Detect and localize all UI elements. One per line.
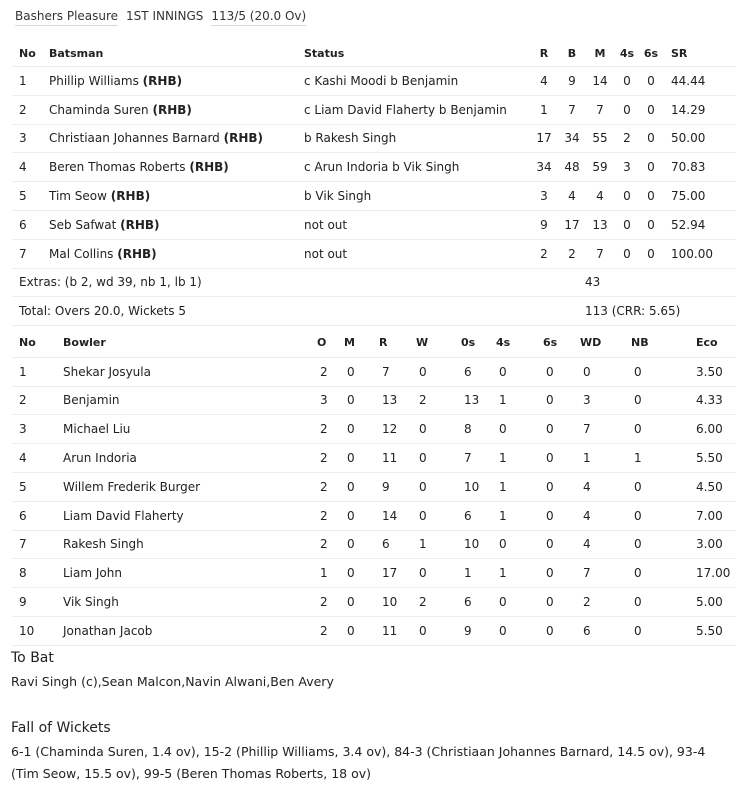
bowling-wickets: 0 [416,501,461,530]
bowling-runs: 13 [379,386,416,415]
col-overs: O [317,329,344,357]
bowling-row [12,472,736,501]
batting-sixes: 0 [639,239,663,268]
bowling-fours: 0 [496,357,543,386]
batting-row [12,67,736,96]
bowling-noballs: 0 [631,616,676,645]
col-runs: R [529,40,559,67]
bowling-fours: 1 [496,386,543,415]
batting-hand: (RHB) [223,131,264,146]
bowling-fours: 0 [496,415,543,444]
batting-balls: 2 [559,239,585,268]
col-balls: B [559,40,585,67]
bowler-name[interactable]: Shekar Josyula [63,357,317,386]
batting-hand: (RHB) [117,246,157,261]
bowling-row [12,357,736,386]
bowling-economy: 5.00 [676,588,736,617]
bowling-runs: 10 [379,588,416,617]
batting-header-row [12,40,736,67]
bowling-header-row [12,329,736,357]
bowling-noballs: 0 [631,501,676,530]
bowling-no: 10 [12,616,63,645]
batting-fours: 2 [615,124,639,153]
innings-header [15,9,306,26]
batting-strike-rate: 14.29 [663,95,736,124]
batting-runs: 34 [529,153,559,182]
dismissal-status: not out [304,239,529,268]
bowling-sixes: 0 [543,501,580,530]
bowling-maidens: 0 [344,559,379,588]
bowling-overs: 2 [317,588,344,617]
bowling-no: 4 [12,444,63,473]
batting-hand: (RHB) [142,73,183,88]
batting-runs: 2 [529,239,559,268]
bowling-wides: 4 [580,472,631,501]
bowling-row [12,386,736,415]
batting-minutes: 4 [585,182,615,211]
bowling-noballs: 0 [631,559,676,588]
bowling-runs: 12 [379,415,416,444]
bowling-sixes: 0 [543,530,580,559]
bowling-runs: 11 [379,444,416,473]
bowling-row [12,530,736,559]
bowling-maidens: 0 [344,357,379,386]
total-label: Total: Overs 20.0, Wickets 5 [12,297,529,326]
bowling-sixes: 0 [543,386,580,415]
batting-sixes: 0 [639,67,663,96]
batting-sixes: 0 [639,182,663,211]
bowling-overs: 2 [317,357,344,386]
bowling-runs: 7 [379,357,416,386]
dismissal-status: b Vik Singh [304,182,529,211]
dismissal-status: c Kashi Moodi b Benjamin [304,67,529,96]
col-wickets: W [416,329,461,357]
bowling-economy: 4.33 [676,386,736,415]
bowling-wides: 0 [580,357,631,386]
innings-label: 1ST INNINGS [126,9,204,23]
batting-minutes: 55 [585,124,615,153]
bowling-dots: 13 [461,386,496,415]
fall-of-wickets-text: 6-1 (Chaminda Suren, 1.4 ov), 15-2 (Phillip Williams, 3.4 ov), 84-3 (Christiaan Johannes Barnard, 14.5 ov), 93-4 (Tim Seow, 15.5 ov), 99-5 (Beren Thomas Roberts, 18 ov) [11,744,706,781]
bowling-wickets: 2 [416,386,461,415]
bowling-no: 6 [12,501,63,530]
bowling-row [12,588,736,617]
bowler-name[interactable]: Jonathan Jacob [63,616,317,645]
batting-fours: 0 [615,210,639,239]
batsman-name[interactable]: Phillip Williams [49,73,139,88]
bowling-dots: 10 [461,472,496,501]
bowling-noballs: 0 [631,530,676,559]
bowling-wides: 2 [580,588,631,617]
batsman-name[interactable]: Chaminda Suren [49,102,149,117]
bowling-runs: 6 [379,530,416,559]
bowling-sixes: 0 [543,444,580,473]
dismissal-status: b Rakesh Singh [304,124,529,153]
bowling-dots: 1 [461,559,496,588]
fall-of-wickets-title: Fall of Wickets [11,720,111,736]
batting-no: 4 [12,153,49,182]
batsman-name[interactable]: Mal Collins [49,246,114,261]
bowling-fours: 0 [496,616,543,645]
bowling-wides: 4 [580,501,631,530]
batting-fours: 0 [615,95,639,124]
bowling-wickets: 0 [416,559,461,588]
bowling-sixes: 0 [543,588,580,617]
bowling-dots: 8 [461,415,496,444]
batting-fours: 0 [615,67,639,96]
bowling-sixes: 0 [543,415,580,444]
bowler-name[interactable]: Arun Indoria [63,444,317,473]
bowling-no: 9 [12,588,63,617]
bowling-runs: 11 [379,616,416,645]
batting-sixes: 0 [639,124,663,153]
batting-runs: 17 [529,124,559,153]
batting-balls: 9 [559,67,585,96]
col-economy: Eco [676,329,736,357]
bowling-overs: 2 [317,501,344,530]
batting-minutes: 7 [585,95,615,124]
bowling-noballs: 0 [631,357,676,386]
bowling-overs: 2 [317,444,344,473]
bowling-row [12,415,736,444]
batting-no: 5 [12,182,49,211]
batting-fours: 0 [615,239,639,268]
total-row [12,297,736,326]
batsman-name[interactable]: Beren Thomas Roberts [49,160,186,175]
col-batsman: Batsman [49,40,304,67]
bowler-name[interactable]: Vik Singh [63,588,317,617]
bowling-overs: 2 [317,530,344,559]
to-bat-players: Ravi Singh (c),Sean Malcon,Navin Alwani,Ben Avery [11,674,334,689]
bowling-table [12,329,736,646]
batting-balls: 48 [559,153,585,182]
batting-hand: (RHB) [110,189,151,204]
bowling-no: 5 [12,472,63,501]
bowling-overs: 2 [317,472,344,501]
bowling-dots: 7 [461,444,496,473]
bowling-sixes: 0 [543,559,580,588]
col-sixes: 6s [543,329,580,357]
batting-balls: 34 [559,124,585,153]
bowler-name[interactable]: Benjamin [63,386,317,415]
bowling-wickets: 0 [416,357,461,386]
bowling-maidens: 0 [344,415,379,444]
bowling-row [12,444,736,473]
batting-runs: 9 [529,210,559,239]
extras-row [12,268,736,297]
batting-fours: 3 [615,153,639,182]
bowling-economy: 4.50 [676,472,736,501]
bowling-sixes: 0 [543,616,580,645]
bowling-maidens: 0 [344,444,379,473]
batsman-cell [49,153,304,182]
bowling-overs: 3 [317,386,344,415]
innings-score: 113/5 (20.0 Ov) [211,9,306,26]
batting-table [12,40,736,326]
bowling-wides: 7 [580,415,631,444]
bowling-maidens: 0 [344,472,379,501]
bowling-sixes: 0 [543,472,580,501]
bowling-wides: 6 [580,616,631,645]
batting-sixes: 0 [639,210,663,239]
batsman-cell [49,124,304,153]
batting-hand: (RHB) [120,217,160,232]
bowling-wides: 7 [580,559,631,588]
batting-row [12,239,736,268]
batting-sixes: 0 [639,95,663,124]
bowler-name[interactable]: Liam David Flaherty [63,501,317,530]
bowling-fours: 0 [496,530,543,559]
batsman-cell [49,67,304,96]
col-sixes: 6s [639,40,663,67]
bowling-row [12,559,736,588]
batting-strike-rate: 70.83 [663,153,736,182]
bowler-name[interactable]: Liam John [63,559,317,588]
bowling-row [12,616,736,645]
bowling-wickets: 2 [416,588,461,617]
batting-no: 1 [12,67,49,96]
batting-minutes: 14 [585,67,615,96]
bowling-wickets: 1 [416,530,461,559]
batting-strike-rate: 52.94 [663,210,736,239]
bowling-noballs: 0 [631,588,676,617]
bowling-no: 2 [12,386,63,415]
bowling-no: 8 [12,559,63,588]
bowling-maidens: 0 [344,530,379,559]
bowling-wickets: 0 [416,444,461,473]
bowling-overs: 2 [317,616,344,645]
col-bowler: Bowler [63,329,317,357]
bowling-fours: 1 [496,444,543,473]
col-dots: 0s [461,329,496,357]
team-name[interactable]: Bashers Pleasure [15,9,118,26]
bowling-noballs: 1 [631,444,676,473]
bowling-fours: 1 [496,559,543,588]
bowling-economy: 17.00 [676,559,736,588]
bowling-no: 7 [12,530,63,559]
batting-balls: 4 [559,182,585,211]
batting-row [12,95,736,124]
batting-runs: 3 [529,182,559,211]
bowling-economy: 7.00 [676,501,736,530]
batting-strike-rate: 50.00 [663,124,736,153]
bowling-row [12,501,736,530]
bowling-sixes: 0 [543,357,580,386]
bowling-economy: 5.50 [676,616,736,645]
col-no: No [12,40,49,67]
bowling-fours: 0 [496,588,543,617]
batting-row [12,182,736,211]
col-fours: 4s [615,40,639,67]
bowling-maidens: 0 [344,616,379,645]
batting-fours: 0 [615,182,639,211]
batting-runs: 1 [529,95,559,124]
bowling-dots: 9 [461,616,496,645]
batting-hand: (RHB) [189,160,229,175]
batsman-cell [49,182,304,211]
col-strike-rate: SR [663,40,736,67]
bowling-wickets: 0 [416,472,461,501]
batting-row [12,210,736,239]
dismissal-status: c Arun Indoria b Vik Singh [304,153,529,182]
bowler-name[interactable]: Willem Frederik Burger [63,472,317,501]
bowling-noballs: 0 [631,415,676,444]
bowling-wides: 4 [580,530,631,559]
batsman-name[interactable]: Tim Seow [49,189,107,204]
col-runs: R [379,329,416,357]
bowling-fours: 1 [496,501,543,530]
col-noballs: NB [631,329,676,357]
bowling-runs: 17 [379,559,416,588]
bowling-runs: 9 [379,472,416,501]
total-value: 113 (CRR: 5.65) [529,297,736,326]
bowling-wickets: 0 [416,616,461,645]
batting-no: 7 [12,239,49,268]
batsman-cell [49,95,304,124]
bowler-name[interactable]: Rakesh Singh [63,530,317,559]
bowling-overs: 2 [317,415,344,444]
batting-row [12,153,736,182]
batting-no: 2 [12,95,49,124]
bowling-maidens: 0 [344,501,379,530]
bowling-fours: 1 [496,472,543,501]
extras-value: 43 [529,268,736,297]
batsman-name[interactable]: Christiaan Johannes Barnard [49,131,220,146]
col-wides: WD [580,329,631,357]
batting-balls: 17 [559,210,585,239]
bowling-dots: 6 [461,357,496,386]
col-minutes: M [585,40,615,67]
bowler-name[interactable]: Michael Liu [63,415,317,444]
dismissal-status: c Liam David Flaherty b Benjamin [304,95,529,124]
bowling-wickets: 0 [416,415,461,444]
bowling-maidens: 0 [344,386,379,415]
batsman-cell [49,210,304,239]
batting-minutes: 7 [585,239,615,268]
bowling-economy: 3.50 [676,357,736,386]
batting-no: 6 [12,210,49,239]
col-status: Status [304,40,529,67]
dismissal-status: not out [304,210,529,239]
batting-strike-rate: 75.00 [663,182,736,211]
batsman-name[interactable]: Seb Safwat [49,217,117,232]
bowling-economy: 3.00 [676,530,736,559]
bowling-dots: 10 [461,530,496,559]
batting-minutes: 13 [585,210,615,239]
bowling-noballs: 0 [631,386,676,415]
bowling-dots: 6 [461,588,496,617]
bowling-economy: 6.00 [676,415,736,444]
extras-label: Extras: (b 2, wd 39, nb 1, lb 1) [12,268,529,297]
bowling-noballs: 0 [631,472,676,501]
batting-minutes: 59 [585,153,615,182]
batting-runs: 4 [529,67,559,96]
bowling-economy: 5.50 [676,444,736,473]
bowling-no: 1 [12,357,63,386]
bowling-dots: 6 [461,501,496,530]
to-bat-title: To Bat [11,650,54,666]
batting-row [12,124,736,153]
bowling-wides: 3 [580,386,631,415]
batting-strike-rate: 100.00 [663,239,736,268]
batting-hand: (RHB) [152,102,192,117]
bowling-no: 3 [12,415,63,444]
batting-no: 3 [12,124,49,153]
col-fours: 4s [496,329,543,357]
bowling-wides: 1 [580,444,631,473]
batting-strike-rate: 44.44 [663,67,736,96]
bowling-overs: 1 [317,559,344,588]
col-maidens: M [344,329,379,357]
batting-sixes: 0 [639,153,663,182]
batting-balls: 7 [559,95,585,124]
bowling-runs: 14 [379,501,416,530]
col-no: No [12,329,63,357]
bowling-maidens: 0 [344,588,379,617]
batsman-cell [49,239,304,268]
